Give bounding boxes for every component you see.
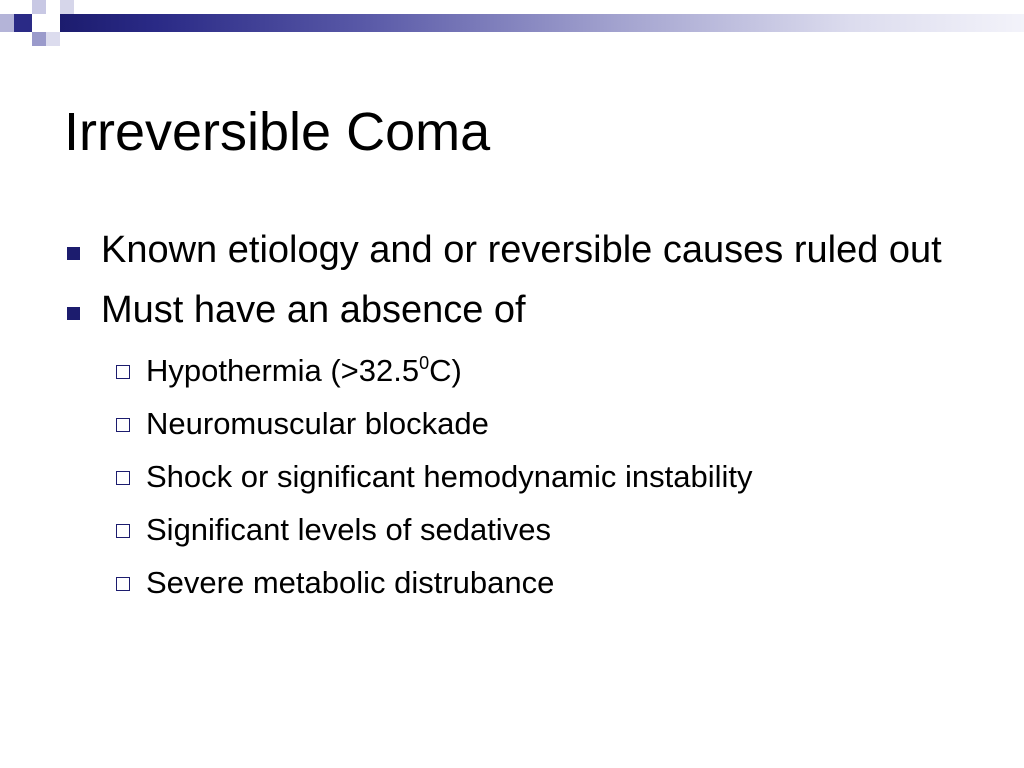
sub-bullet-item <box>64 397 964 450</box>
bullet-item <box>64 286 964 334</box>
slide-body <box>64 226 964 609</box>
sub-bullet-list <box>64 344 964 609</box>
filled-square-bullet-icon <box>67 307 80 320</box>
decor-square <box>60 0 74 14</box>
bullet-text: Must have an absence of <box>101 289 526 331</box>
bullet-text: Known etiology and or reversible causes ruled out <box>101 229 942 271</box>
decor-square <box>46 32 60 46</box>
sub-bullet-item <box>64 556 964 609</box>
decor-square <box>14 14 32 32</box>
sub-bullet-text-suffix: C) <box>429 353 462 388</box>
sub-bullet-text: Significant levels of sedatives <box>146 512 551 547</box>
hollow-square-bullet-icon <box>116 418 130 432</box>
superscript-degree: 0 <box>419 353 430 373</box>
decor-square <box>32 32 46 46</box>
sub-bullet-item <box>64 344 964 397</box>
sub-bullet-item <box>64 450 964 503</box>
slide-title: Irreversible Coma <box>64 102 491 162</box>
hollow-square-bullet-icon <box>116 365 130 379</box>
sub-bullet-item <box>64 503 964 556</box>
hollow-square-bullet-icon <box>116 471 130 485</box>
bullet-item <box>64 226 964 274</box>
sub-bullet-text: Severe metabolic distrubance <box>146 565 555 600</box>
decor-square <box>46 14 60 32</box>
sub-bullet-text: Shock or significant hemodynamic instability <box>146 459 753 494</box>
filled-square-bullet-icon <box>67 247 80 260</box>
header-gradient-band <box>60 14 1024 32</box>
hollow-square-bullet-icon <box>116 524 130 538</box>
decor-square <box>0 14 14 32</box>
sub-bullet-text-prefix: Hypothermia (>32.5 <box>146 353 420 388</box>
sub-bullet-text: Neuromuscular blockade <box>146 406 489 441</box>
decor-square <box>32 0 46 14</box>
hollow-square-bullet-icon <box>116 577 130 591</box>
sub-bullet-text <box>146 353 462 388</box>
